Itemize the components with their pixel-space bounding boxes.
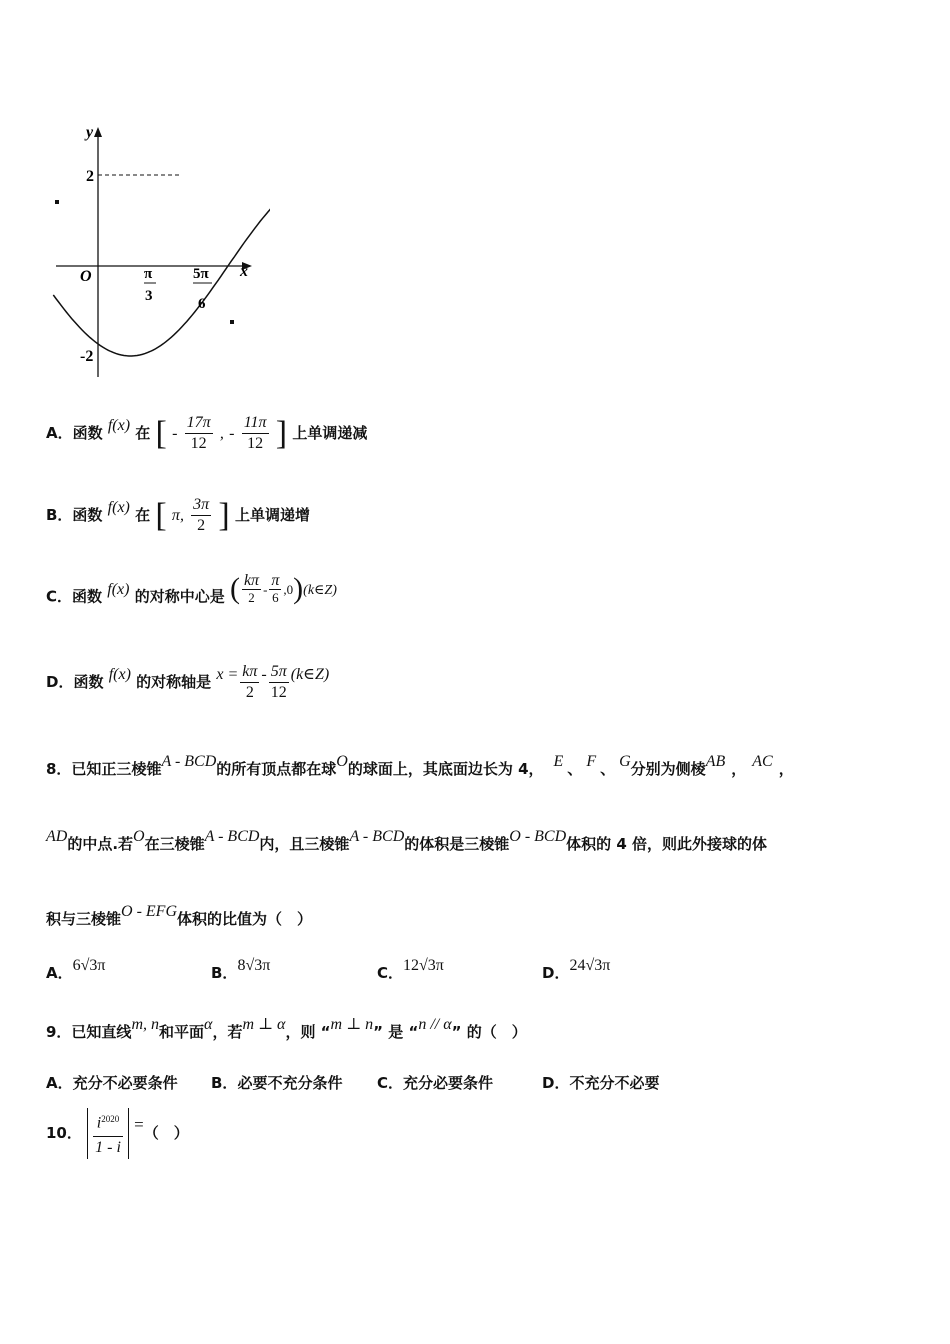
y-axis-label: y	[86, 124, 94, 141]
q7a-neg2: -	[229, 425, 235, 442]
q7b-lb: [	[155, 496, 167, 534]
q8-text-1c: 的球面上，其底面边长为 4，	[347, 760, 544, 778]
y-axis-arrow	[94, 127, 102, 137]
q7a-label: A．函数	[46, 424, 103, 442]
q8-text-2d: 的体积是三棱锥	[404, 835, 510, 853]
q8-math-7: AC	[752, 753, 773, 770]
q8-math-9: O	[133, 828, 145, 845]
q9-stem	[46, 1016, 527, 1042]
q8-option-d: D．24√3π	[542, 957, 611, 982]
q9-option-a: A．充分不必要条件	[46, 1074, 178, 1092]
q7-option-c	[46, 571, 337, 614]
q7d-frac2: $\frac{5\pi}{12}$	[270, 663, 287, 701]
q9-math-4: m ⊥ n	[330, 1016, 374, 1033]
function-graph	[40, 115, 270, 395]
q7a-rb: ]	[275, 414, 288, 452]
q7c-lp: (	[229, 572, 240, 605]
q7a-lb: [	[155, 414, 167, 452]
q7b-tail: 上单调递增	[234, 506, 310, 524]
q9-option-c: C．充分必要条件	[377, 1074, 494, 1092]
q7b-fx: f(x)	[107, 499, 130, 516]
q7a-tail: 上单调递减	[292, 424, 368, 442]
q10-eq: =	[134, 1114, 144, 1134]
q7d-label: D．函数	[46, 673, 104, 691]
q9-text-f: ” 的（ ）	[451, 1023, 527, 1041]
q8-math-8: AD	[46, 828, 68, 845]
q8-option-c: C．12√3π	[377, 957, 444, 982]
q7-option-a	[46, 413, 367, 454]
q8-sep-3: ，	[731, 760, 747, 778]
q7a-frac1: $\frac{17\pi}{12}$	[186, 414, 211, 452]
y-min-label: -2	[80, 348, 94, 365]
q8-math-11: A - BCD	[349, 828, 405, 845]
q10-abs	[87, 1108, 129, 1159]
q8-math-13: O - EFG	[121, 903, 177, 920]
q9-option-b: B．必要不充分条件	[211, 1074, 343, 1092]
q8-text-1b: 的所有顶点都在球	[216, 760, 337, 778]
q8-text-2e: 体积的 4 倍，则此外接球的体	[566, 835, 768, 853]
q8-sep-2: 、	[600, 760, 616, 778]
q9-options	[0, 1072, 950, 1096]
q9-option-d: D．不充分不必要	[542, 1074, 660, 1092]
q7d-mid: 的对称轴是	[136, 673, 212, 691]
q10-tail: （ ）	[143, 1123, 189, 1142]
q8-math-3: E	[553, 753, 564, 770]
q8-line2	[46, 828, 768, 854]
q8-math-12: O - BCD	[509, 828, 567, 845]
q7d-fx: f(x)	[108, 666, 131, 683]
left-endpoint	[55, 200, 59, 204]
q8-math-10: A - BCD	[204, 828, 260, 845]
q7c-fx: f(x)	[107, 580, 130, 598]
q8-text-2c: 内，且三棱锥	[259, 835, 350, 853]
q8-math-5: G	[619, 753, 631, 770]
q8-line1	[46, 753, 794, 779]
q7b-pi: π,	[171, 507, 184, 524]
x-tick2-den: 6	[198, 296, 206, 312]
q7c-cond: (k∈Z)	[303, 582, 337, 598]
q7c-zero: ,0	[283, 581, 294, 597]
q7c-rp: )	[293, 572, 304, 605]
x-tick2-num: 5π	[193, 266, 209, 282]
q8-math-2: O	[336, 753, 348, 770]
q9-math-1: m, n	[131, 1016, 160, 1033]
q8-sep-4: ，	[778, 760, 794, 778]
q8-options	[0, 957, 950, 992]
q9-math-2: α	[204, 1016, 213, 1033]
q7a-zai: 在	[135, 424, 151, 442]
q7c-label: C．函数	[46, 587, 103, 606]
q7c-neg: -	[263, 581, 268, 597]
q7c-frac1: $\frac{k\pi}{2}$	[243, 571, 260, 605]
q7-option-d	[46, 662, 329, 703]
q8-line3	[46, 903, 313, 929]
q7a-sep: ,	[219, 425, 224, 442]
q7d-xeq: x =	[216, 666, 239, 683]
q7b-frac: $\frac{3\pi}{2}$	[193, 496, 210, 534]
x-axis-label: x	[240, 263, 248, 280]
y-max-label: 2	[86, 168, 94, 185]
q7-option-b	[46, 495, 310, 536]
q7c-frac2: $\frac{\pi}{6}$	[271, 571, 280, 605]
q8-option-a: A．6√3π	[46, 957, 106, 982]
q8-text-1a: 8．已知正三棱锥	[46, 760, 162, 778]
q9-text-a: 9．已知直线	[46, 1023, 132, 1041]
q8-text-1d: 分别为侧棱	[630, 760, 706, 778]
origin-label: O	[80, 268, 92, 285]
q8-text-3a: 积与三棱锥	[46, 910, 122, 928]
q7b-label: B．函数	[46, 506, 103, 524]
q8-option-b: B．8√3π	[211, 957, 271, 982]
q8-math-4: F	[586, 753, 597, 770]
q9-text-d: ，则 “	[285, 1023, 331, 1041]
q9-math-3: m ⊥ α	[242, 1016, 286, 1033]
q7b-zai: 在	[135, 506, 151, 524]
q7c-mid: 的对称中心是	[134, 587, 225, 606]
q8-text-3b: 体积的比值为（ ）	[177, 910, 313, 928]
q7b-rb: ]	[218, 496, 230, 534]
q10-label: 10．	[46, 1123, 82, 1142]
x-tick1-num: π	[144, 266, 153, 282]
q9-text-b: 和平面	[159, 1023, 205, 1041]
q8-text-2b: 在三棱锥	[144, 835, 205, 853]
q8-math-6: AB	[705, 753, 726, 770]
q9-text-e: ” 是 “	[373, 1023, 419, 1041]
q7d-frac1: $\frac{k\pi}{2}$	[242, 663, 258, 701]
q9-text-c: ，若	[212, 1023, 243, 1041]
q7d-cond: (k∈Z)	[290, 666, 330, 683]
right-endpoint	[230, 320, 234, 324]
x-tick1-den: 3	[145, 288, 153, 304]
q10-stem	[46, 1108, 189, 1159]
q7a-neg1: -	[172, 425, 178, 442]
q8-sep-1: 、	[567, 760, 583, 778]
q7a-frac2: $\frac{11\pi}{12}$	[243, 414, 267, 452]
q9-math-5: n // α	[418, 1016, 452, 1033]
q7d-neg: -	[261, 666, 267, 683]
q8-text-2a: 的中点.若	[67, 835, 134, 853]
q8-math-1: A - BCD	[161, 753, 217, 770]
q7a-fx: f(x)	[107, 417, 131, 434]
q10-frac: $\frac{i^{2020}}{1 - i}$	[93, 1108, 123, 1159]
